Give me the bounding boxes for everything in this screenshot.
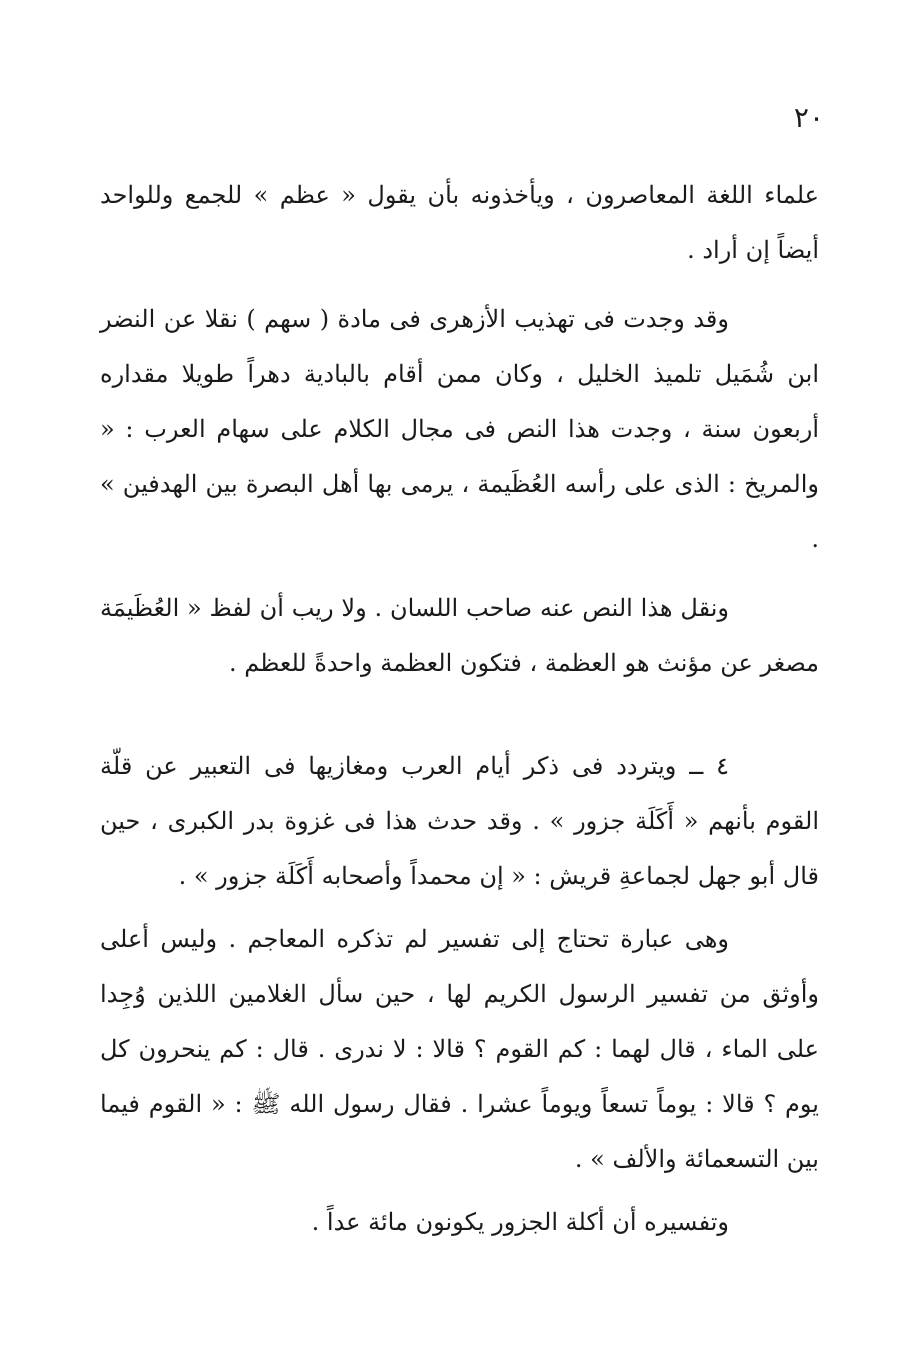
paragraph-5: وهى عبارة تحتاج إلى تفسير لم تذكره المعاجم . وليس أعلى وأوثق من تفسير الرسول الكريم لها ، حين سأل الغلامين اللذين وُجِدا على الماء ، قال لهما : كم القوم ؟ قالا : لا ندرى . قال : كم ينحرون كل يوم ؟ قالا : يوماً تسعاً ويوماً عشرا . فقال رسول الله ﷺ : « القوم فيما بين التسعمائة والألف » .	[100, 925, 819, 1173]
paragraph-2: وقد وجدت فى تهذيب الأزهرى فى مادة ( سهم ) نقلا عن النضر ابن شُمَيل تلميذ الخليل ، وكان ممن أقام بالبادية دهراً طويلا مقداره أربعون سنة ، وجدت هذا النص فى مجال الكلام على سهام العرب : « والمريخ : الذى على رأسه العُظَيمة ، يرمى بها أهل البصرة بين الهدفين » .	[100, 305, 819, 553]
paragraph-6: وتفسيره أن أكلة الجزور يكونون مائة عداً .	[311, 1208, 729, 1236]
page-number: ٢٠	[793, 101, 824, 134]
paragraph-4: ٤ ــ ويتردد فى ذكر أيام العرب ومغازيها فى التعبير عن قلّة القوم بأنهم « أَكَلَة جزور » . وقد حدث هذا فى غزوة بدر الكبرى ، حين قال أبو جهل لجماعةِ قريش : « إن محمداً وأصحابه أَكَلَة جزور » .	[100, 752, 819, 890]
body-text	[100, 168, 819, 1250]
paragraph-3: ونقل هذا النص عنه صاحب اللسان . ولا ريب أن لفظ « العُظَيمَة مصغر عن مؤنث هو العظمة ، فتكون العظمة واحدةً للعظم .	[100, 594, 819, 677]
paragraph-1: علماء اللغة المعاصرون ، ويأخذونه بأن يقول « عظم » للجمع وللواحد أيضاً إن أراد .	[100, 181, 819, 264]
